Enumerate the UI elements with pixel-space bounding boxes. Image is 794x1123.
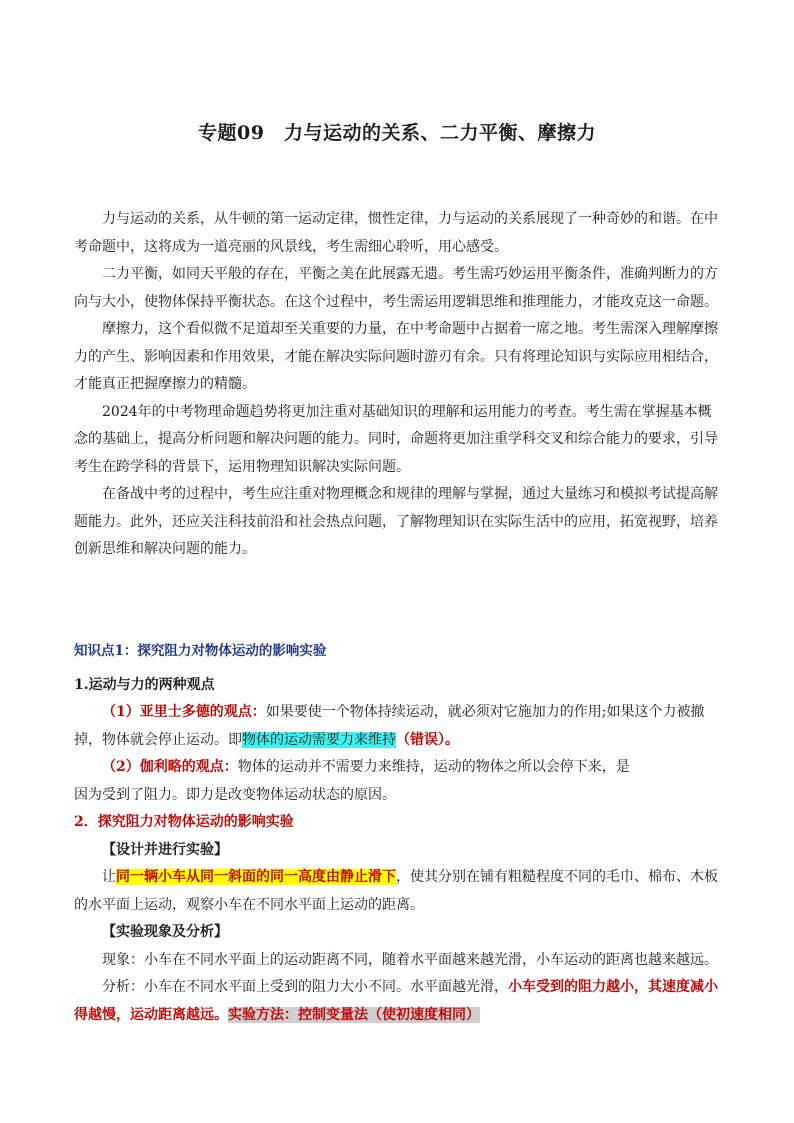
design-heading: 【设计并进行实验】 [102,841,228,858]
intro-paragraph: 摩擦力，这个看似微不足道却至关重要的力量，在中考命题中占据着一席之地。考生需深入理解摩擦力的产生、影响因素和作用效果，才能在解决实际问题时游刃有余。只有将理论知识与实际应用相结合，才能真正把握摩擦力的精髓。 [74,321,718,392]
galileo-paragraph [74,754,724,782]
viewpoints-block [74,699,724,1029]
aristotle-tail: （错误）。 [396,731,459,748]
intro-section [74,206,724,564]
design-highlight: 同一辆小车从同一斜面的同一高度由静止滑下 [116,869,396,885]
aristotle-label: （1）亚里士多德的观点： [102,704,266,720]
page-title: 专题09 力与运动的关系、二力平衡、摩擦力 [198,122,596,144]
intro-paragraph: 力与运动的关系，从牛顿的第一运动定律，惯性定律，力与运动的关系展现了一种奇妙的和谐。在中考命题中，这将成为一道亮丽的风景线，考生需细心聆听，用心感受。 [74,211,718,255]
subsection-heading: 2．探究阻力对物体运动的影响实验 [74,814,294,830]
phenomenon-heading: 【实验现象及分析】 [102,924,228,940]
method-highlight: 实验方法：控制变量法（使初速度相同） [228,1006,480,1023]
knowledge-point-title: 知识点1：探究阻力对物体运动的影响实验 [74,643,327,659]
analysis-red: 小车受到的阻力越小，其速度减小得越慢，运动距离越远。 [74,979,718,1023]
design-paragraph [74,864,724,919]
design-prefix: 让 [102,869,116,885]
galileo-paragraph-cont: 因为受到了阻力。即力是改变物体运动状态的原因。 [74,786,396,803]
phenomenon-paragraph: 现象：小车在不同水平面上的运动距离不同，随着水平面越来越光滑，小车运动的距离也越来越远。 [102,951,718,968]
analysis-paragraph [74,974,724,1029]
intro-paragraph: 二力平衡，如同天平般的存在，平衡之美在此展露无遗。考生需巧妙运用平衡条件，准确判断力的方向与大小，使物体保持平衡状态。在这个过程中，考生需运用逻辑思维和推理能力，才能攻克这一命题。 [74,266,718,310]
aristotle-paragraph [74,699,724,754]
aristotle-text: 如果要使一个物体持续运动，就必须对它施加力的作用;如果这个力被撤掉，物体就会停止运动。即 [74,704,705,748]
aristotle-highlight: 物体的运动需要力来维持 [242,731,396,748]
intro-paragraph: 2024年的中考物理命题趋势将更加注重对基础知识的理解和运用能力的考查。考生需在掌握基本概念的基础上，提高分析问题和解决问题的能力。同时，命题将更加注重学科交叉和综合能力的要求，引导考生在跨学科的背景下，运用物理知识解决实际问题。 [74,403,718,475]
galileo-text: 物体的运动并不需要力来维持，运动的物体之所以会停下来，是 [237,759,630,775]
design-text: ，使其分别在铺有粗糙程度不同的毛巾、棉布、木板的水平面上运动，观察小车在不同水平面上运动的距离。 [74,869,718,913]
galileo-label: （2）伽利略的观点： [102,759,238,775]
subsection-heading: 1.运动与力的两种观点 [74,677,215,693]
analysis-text: 分析：小车在不同水平面上受到的阻力大小不同。水平面越光滑， [102,979,508,995]
intro-paragraph: 在备战中考的过程中，考生应注重对物理概念和规律的理解与掌握，通过大量练习和模拟考试提高解题能力。此外，还应关注科技前沿和社会热点问题，了解物理知识在实际生活中的应用，拓宽视野，培养创新思维和解决问题的能力。 [74,486,718,557]
